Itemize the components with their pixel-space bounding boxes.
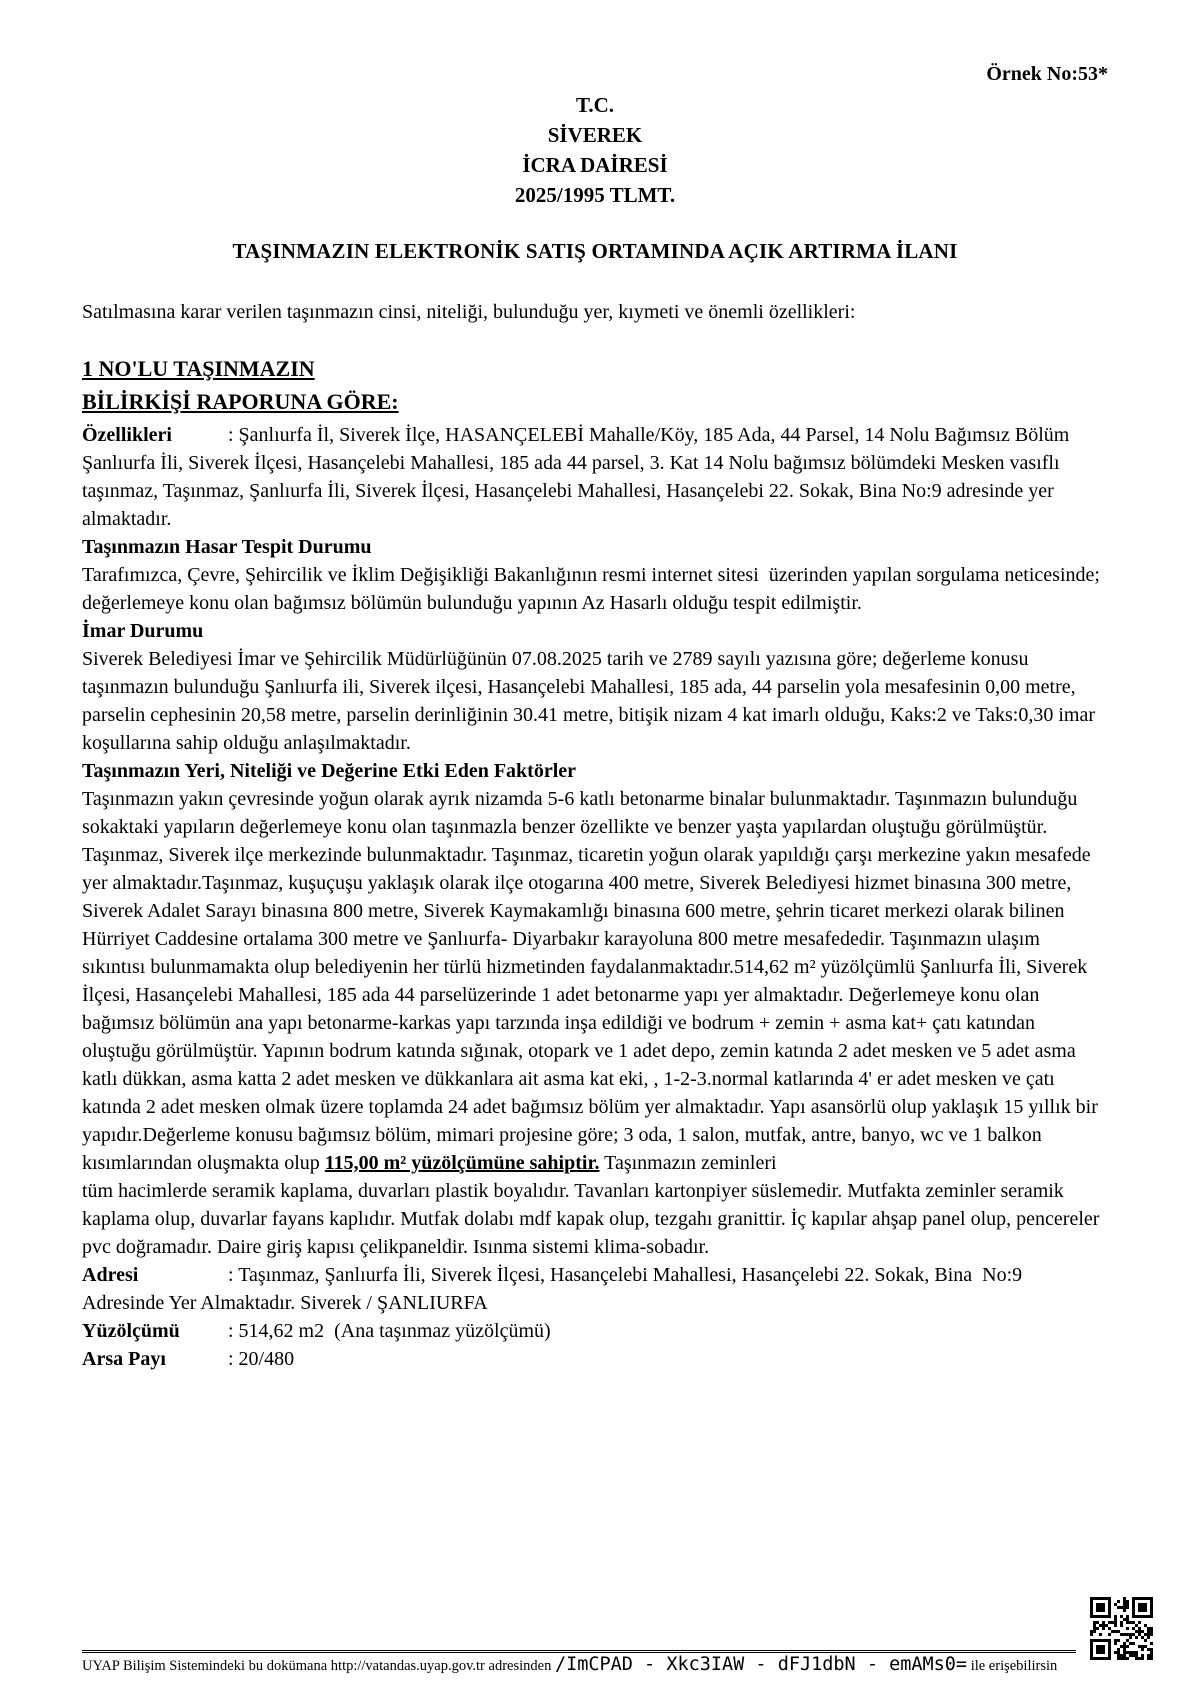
yuzolcumu-label: Yüzölçümü	[82, 1320, 180, 1342]
faktorler-highlight: 115,00 m² yüzölçümüne sahiptir.	[324, 1152, 600, 1174]
heading-property-no: 1 NO'LU TAŞINMAZIN	[82, 356, 315, 381]
heading-expert-report: BİLİRKİŞİ RAPORUNA GÖRE:	[82, 389, 399, 414]
court-header-line-file-no: 2025/1995 TLMT.	[514, 183, 676, 207]
imar-paragraph: Siverek Belediyesi İmar ve Şehircilik Müdürlüğünün 07.08.2025 tarih ve 2789 sayılı yazısına göre; değerleme konusu taşınmazın bulunduğu Şanlıurfa ili, Siverek ilçesi, Hasançelebi Mahallesi, 185 ada, 44 parselin yola mesafesinin 0,00 metre, parselin cephesinin 20,58 metre, parselin derinliğinin 30.41 metre, bitişik nizam 4 kat imarlı olduğu, Kaks:2 ve Taks:0,30 imar koşullarına sahip olduğu anlaşılmaktadır.	[82, 648, 1101, 754]
footer-access-code: /ImCPAD - Xkc3IAW - dFJ1dbN - emAMs0=	[554, 1654, 968, 1675]
property-headings	[82, 352, 1108, 418]
ozellikleri-label: Özellikleri	[82, 424, 172, 446]
faktorler-paragraph-2: tüm hacimlerde seramik kaplama, duvarları plastik boyalıdır. Tavanları kartonpiyer süslemedir. Mutfakta zeminler seramik kaplama olup, duvarlar fayans kaplıdır. Mutfak dolabı mdf kapak olup, tezgahı granittir. İç kapılar ahşap panel olup, pencereler pvc doğramadır. Daire giriş kapısı çelikpaneldir. Isınma sistemi klima-sobadır.	[82, 1180, 1105, 1258]
footer-text-after: ile erişebilirsin	[967, 1658, 1058, 1674]
arsa-payi-label: Arsa Payı	[82, 1348, 166, 1370]
yuzolcumu-value: : 514,62 m2 (Ana taşınmaz yüzölçümü)	[228, 1320, 551, 1342]
hasar-paragraph: Tarafımızca, Çevre, Şehircilik ve İklim Değişikliği Bakanlığının resmi internet sitesi üzerinden yapılan sorgulama neticesinde; değerlemeye konu olan bağımsız bölümün bulunduğu yapının Az Hasarlı olduğu tespit edilmiştir.	[82, 564, 1105, 614]
ozellikleri-value: : Şanlıurfa İl, Siverek İlçe, HASANÇELEBİ Mahalle/Köy, 185 Ada, 44 Parsel, 14 Nolu Bağımsız Bölüm Şanlıurfa İli, Siverek İlçesi, Hasançelebi Mahallesi, 185 ada 44 parsel, 3. Kat 14 Nolu bağımsız bölümdeki Mesken vasıflı taşınmaz, Taşınmaz, Şanlıurfa İli, Siverek İlçesi, Hasançelebi Mahallesi, Hasançelebi 22. Sokak, Bina No:9 adresinde yer almaktadır.	[82, 424, 1075, 530]
hasar-heading: Taşınmazın Hasar Tespit Durumu	[82, 536, 372, 558]
imar-heading: İmar Durumu	[82, 620, 204, 642]
footer-text-before: UYAP Bilişim Sistemindeki bu dokümana http://vatandas.uyap.gov.tr adresinden	[82, 1658, 555, 1674]
ornek-no: Örnek No:53*	[986, 63, 1108, 85]
adresi-value: : Taşınmaz, Şanlıurfa İli, Siverek İlçesi, Hasançelebi Mahallesi, Hasançelebi 22. Sokak, Bina No:9 Adresinde Yer Almaktadır. Siverek / ŞANLIURFA	[82, 1264, 1027, 1314]
adresi-row	[82, 1261, 1108, 1317]
court-header-line-city: SİVEREK	[547, 123, 643, 147]
qr-code-icon	[1090, 1597, 1153, 1660]
court-header-line-tc: T.C.	[575, 93, 615, 117]
intro-paragraph: Satılmasına karar verilen taşınmazın cinsi, niteliği, bulunduğu yer, kıymeti ve önemli özellikleri:	[82, 301, 856, 323]
ozellikleri-row	[82, 421, 1108, 533]
faktorler-text-after: Taşınmazın zeminleri	[599, 1152, 777, 1174]
faktorler-text-before: Taşınmazın yakın çevresinde yoğun olarak ayrık nizamda 5-6 katlı betonarme binalar bulunmaktadır. Taşınmazın bulunduğu sokaktaki yapıların değerlemeye konu olan taşınmazla benzer özellikte ve benzer yaşta yapılardan oluştuğu görülmüştür. Taşınmaz, Siverek ilçe merkezinde bulunmaktadır. Taşınmaz, ticaretin yoğun olarak yapıldığı çarşı merkezine yakın mesafede yer almaktadır.Taşınmaz, kuşuçuşu yaklaşık olarak ilçe otogarına 400 metre, Siverek Belediyesi hizmet binasına 300 metre, Siverek Adalet Sarayı binasına 800 metre, Siverek Kaymakamlığı binasına 600 metre, şehrin ticaret merkezi olarak bilinen Hürriyet Caddesine ortalama 300 metre ve Şanlıurfa- Diyarbakır karayoluna 800 metre mesafededir. Taşınmazın ulaşım sıkıntısı bulunmamakta olup belediyenin her türlü hizmetinden faydalanmaktadır.514,62 m² yüzölçümlü Şanlıurfa İli, Siverek İlçesi, Hasançelebi Mahallesi, 185 ada 44 parselüzerinde 1 adet betonarme yapı yer almaktadır. Değerlemeye konu olan bağımsız bölümün ana yapı betonarme-karkas yapı tarzında inşa edildiği ve bodrum + zemin + asma kat+ çatı katından oluştuğu görülmüştür. Yapının bodrum katında sığınak, otopark ve 1 adet depo, zemin katında 2 adet mesken ve 5 adet asma katlı dükkan, asma katta 2 adet mesken ve dükkanlara ait asma kat eki, , 1-2-3.normal katlarında 4' er adet mesken ve çatı katında 2 adet mesken olmak üzere toplamda 24 adet bağımsız bölüm yer almaktadır. Yapı asansörlü olup yaklaşık 15 yıllık bir yapıdır.Değerleme konusu bağımsız bölüm, mimari projesine göre; 3 oda, 1 salon, mutfak, antre, banyo, wc ve 1 balkon kısımlarından oluşmakta olup	[82, 788, 1103, 1174]
document-body	[82, 421, 1108, 1373]
page-footer	[82, 1650, 1076, 1675]
faktorler-heading: Taşınmazın Yeri, Niteliği ve Değerine Etki Eden Faktörler	[82, 760, 577, 782]
yuzolcumu-row	[82, 1317, 1108, 1345]
footer-text	[82, 1656, 1076, 1675]
page-title: TAŞINMAZIN ELEKTRONİK SATIŞ ORTAMINDA AÇIK ARTIRMA İLANI	[232, 239, 958, 263]
court-header	[82, 90, 1108, 210]
adresi-label: Adresi	[82, 1264, 139, 1286]
arsa-payi-row	[82, 1345, 1108, 1373]
faktorler-paragraph	[82, 785, 1108, 1177]
court-header-line-office: İCRA DAİRESİ	[522, 153, 668, 177]
footer-divider	[82, 1650, 1076, 1653]
arsa-payi-value: : 20/480	[228, 1348, 295, 1370]
